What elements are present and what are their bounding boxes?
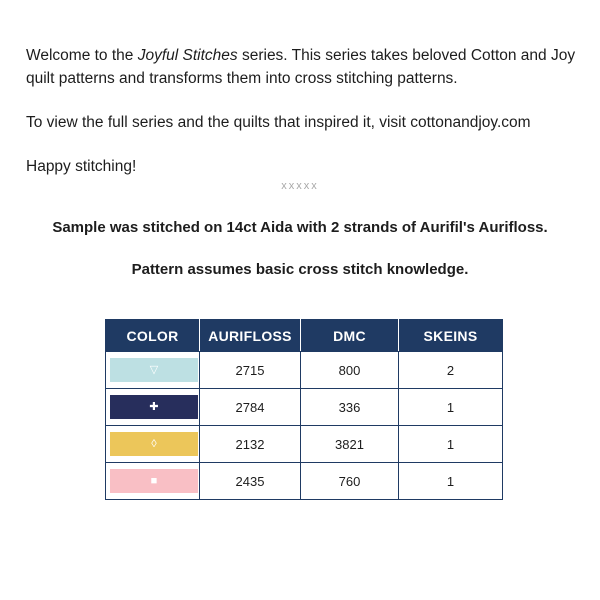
color-swatch-cell <box>106 352 200 389</box>
aurifloss-cell: 2132 <box>200 426 301 463</box>
header-skeins: SKEINS <box>399 320 503 352</box>
x-divider: xxxxx <box>281 180 319 192</box>
diamond-icon: ◊ <box>151 437 157 450</box>
knowledge-note: Pattern assumes basic cross stitch knowledge. <box>131 261 469 278</box>
table-row <box>106 352 503 389</box>
dmc-cell: 760 <box>301 463 399 500</box>
dmc-cell: 336 <box>301 389 399 426</box>
intro-paragraph-welcome: Welcome to the Joyful Stitches series. This series takes beloved Cotton and Joy quilt patterns and transforms them into cross stitching patterns. <box>26 47 576 87</box>
table-row <box>106 426 503 463</box>
aurifloss-cell: 2784 <box>200 389 301 426</box>
color-swatch <box>110 395 198 419</box>
header-dmc: DMC <box>301 320 399 352</box>
color-swatch <box>110 469 198 493</box>
table-header-row <box>106 320 503 352</box>
dmc-cell: 3821 <box>301 426 399 463</box>
intro-paragraph-visit: To view the full series and the quilts that inspired it, visit cottonandjoy.com <box>26 114 531 131</box>
intro-text <box>26 44 586 199</box>
sample-note: Sample was stitched on 14ct Aida with 2 strands of Aurifil's Aurifloss. <box>52 219 548 236</box>
aurifloss-cell: 2435 <box>200 463 301 500</box>
aurifloss-cell: 2715 <box>200 352 301 389</box>
header-aurifloss: AURIFLOSS <box>200 320 301 352</box>
dmc-cell: 800 <box>301 352 399 389</box>
table-row <box>106 463 503 500</box>
square-icon: ■ <box>150 474 158 487</box>
plus-circle-icon: ✚ <box>149 400 159 413</box>
skeins-cell: 1 <box>399 463 503 500</box>
color-swatch-cell <box>106 389 200 426</box>
skeins-cell: 1 <box>399 426 503 463</box>
color-swatch <box>110 432 198 456</box>
skeins-cell: 2 <box>399 352 503 389</box>
table-row <box>106 389 503 426</box>
triangle-down-icon: ▽ <box>149 363 159 376</box>
series-name: Joyful Stitches <box>137 47 238 64</box>
color-key-table <box>105 319 503 500</box>
header-color: COLOR <box>106 320 200 352</box>
skeins-cell: 1 <box>399 389 503 426</box>
color-swatch-cell <box>106 426 200 463</box>
color-swatch-cell <box>106 463 200 500</box>
color-swatch <box>110 358 198 382</box>
intro-paragraph-closing: Happy stitching! <box>26 158 137 175</box>
